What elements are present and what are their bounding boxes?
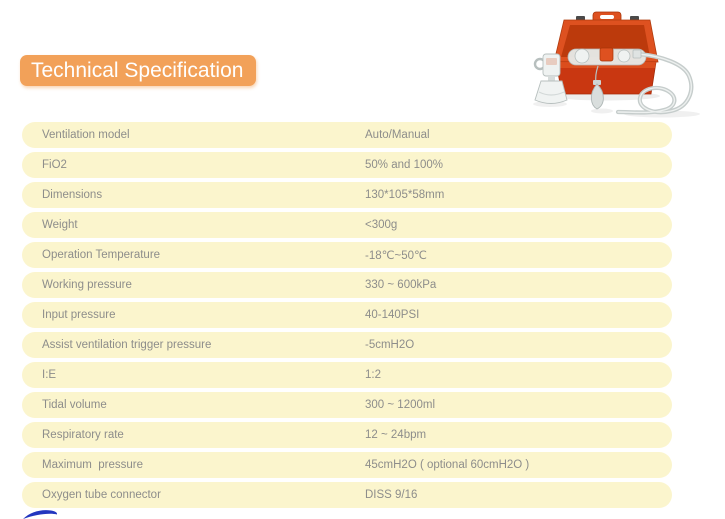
- kit-part-round2: [618, 50, 630, 62]
- row-label: Weight: [42, 219, 78, 231]
- logo-swoosh-icon: [23, 508, 59, 519]
- row-label: Oxygen tube connector: [42, 489, 161, 501]
- table-row: [22, 482, 672, 508]
- table-row: [22, 452, 672, 478]
- table-row: [22, 302, 672, 328]
- row-label: Ventilation model: [42, 129, 130, 141]
- row-value: Auto/Manual: [365, 129, 430, 141]
- table-row: [22, 242, 672, 268]
- table-row: [22, 182, 672, 208]
- pouch-shadow: [591, 109, 613, 114]
- row-value: 50% and 100%: [365, 159, 444, 171]
- row-label: I:E: [42, 369, 57, 381]
- row-value: -18℃~50℃: [365, 250, 427, 262]
- row-label: Input pressure: [42, 309, 116, 321]
- row-value: 45cmH2O ( optional 60cmH2O ): [365, 459, 530, 471]
- row-label: Tidal volume: [42, 399, 107, 411]
- logo-swoosh-shape: [23, 510, 57, 519]
- row-value: 40-140PSI: [365, 309, 420, 321]
- row-label: Maximum pressure: [42, 459, 143, 471]
- row-label: FiO2: [42, 159, 67, 171]
- table-row: [22, 122, 672, 148]
- table-row: [22, 392, 672, 418]
- regulator-connector: [548, 76, 555, 81]
- product-photo-resuscitator-kit: [532, 4, 722, 119]
- row-label: Assist ventilation trigger pressure: [42, 339, 212, 351]
- kit-part-orange: [600, 48, 613, 61]
- page-title: Technical Specification: [20, 55, 256, 86]
- row-label: Respiratory rate: [42, 429, 124, 441]
- row-value: 330 ~ 600kPa: [365, 279, 437, 291]
- row-value: 300 ~ 1200ml: [365, 399, 436, 411]
- row-value: DISS 9/16: [365, 489, 418, 501]
- row-label: Working pressure: [42, 279, 132, 291]
- table-row: [22, 422, 672, 448]
- row-value: 1:2: [365, 369, 381, 381]
- case-handle-hole: [600, 15, 614, 19]
- table-row: [22, 152, 672, 178]
- tubing-connector: [633, 50, 641, 58]
- row-value: 12 ~ 24bpm: [365, 429, 427, 441]
- row-label: Dimensions: [42, 189, 103, 201]
- regulator-label: [546, 58, 557, 65]
- row-value: 130*105*58mm: [365, 189, 445, 201]
- table-row: [22, 272, 672, 298]
- table-row: [22, 212, 672, 238]
- table-row: [22, 332, 672, 358]
- row-value: <300g: [365, 219, 398, 231]
- kit-part-round: [575, 49, 589, 63]
- row-label: Operation Temperature: [42, 249, 161, 261]
- spec-table: [22, 122, 672, 512]
- row-value: -5cmH2O: [365, 339, 415, 351]
- table-row: [22, 362, 672, 388]
